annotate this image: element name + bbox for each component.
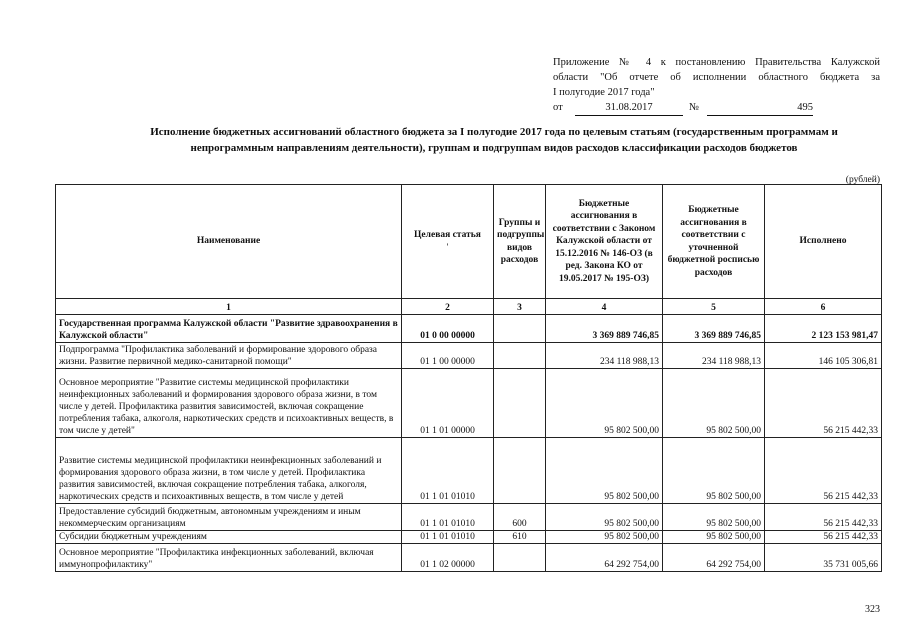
row-name: Подпрограмма "Профилактика заболеваний и формирование здорового образа жизни. Развитие первичной медико-санитарной помощи": [56, 343, 402, 369]
table-row: [56, 531, 882, 544]
row-law-amount: 64 292 754,00: [546, 544, 663, 572]
row-target-code: 01 0 00 00000: [402, 315, 494, 343]
annex-number-label: №: [689, 102, 700, 113]
row-name: Предоставление субсидий бюджетным, автономным учреждениям и иным некоммерческим организациям: [56, 504, 402, 531]
row-executed-amount: 35 731 005,66: [765, 544, 882, 572]
row-law-amount: 95 802 500,00: [546, 504, 663, 531]
row-executed-amount: 56 215 442,33: [765, 369, 882, 438]
annex-line-2: области "Об отчете об исполнении областного бюджета за: [553, 72, 880, 83]
row-target-code: 01 1 02 00000: [402, 544, 494, 572]
row-target-code: 01 1 00 00000: [402, 343, 494, 369]
row-target-code: 01 1 01 01010: [402, 531, 494, 544]
table-row: [56, 544, 882, 572]
row-group: 610: [494, 531, 546, 544]
row-law-amount: 3 369 889 746,85: [546, 315, 663, 343]
col-number: 3: [494, 299, 546, 315]
col-number: 1: [56, 299, 402, 315]
header-name: Наименование: [56, 185, 402, 299]
row-name: Субсидии бюджетным учреждениям: [56, 531, 402, 544]
row-group: [494, 343, 546, 369]
document-title: [118, 124, 870, 156]
annex-date-line: [553, 100, 880, 116]
header-law-allocations: Бюджетные ассигнования в соответствии с Законом Калужской области от 15.12.2016 № 146-ОЗ (в ред. Закона КО от 19.05.2017 № 195-ОЗ): [546, 185, 663, 299]
col-number: 2: [402, 299, 494, 315]
column-number-row: [56, 299, 882, 315]
header-revised-allocations: Бюджетные ассигнования в соответствии с уточненной бюджетной росписью расходов: [663, 185, 765, 299]
annex-date: 31.08.2017: [575, 100, 683, 116]
row-name: Государственная программа Калужской области "Развитие здравоохранения в Калужской области": [56, 315, 402, 343]
row-plan-amount: 64 292 754,00: [663, 544, 765, 572]
table-row: [56, 438, 882, 504]
annex-header: [553, 55, 880, 116]
row-executed-amount: 146 105 306,81: [765, 343, 882, 369]
row-group: 600: [494, 504, 546, 531]
header-target-article: Целевая статья ': [402, 185, 494, 299]
row-executed-amount: 56 215 442,33: [765, 504, 882, 531]
row-plan-amount: 95 802 500,00: [663, 438, 765, 504]
row-executed-amount: 56 215 442,33: [765, 531, 882, 544]
annex-from-label: от: [553, 102, 563, 113]
row-law-amount: 234 118 988,13: [546, 343, 663, 369]
row-target-code: 01 1 01 00000: [402, 369, 494, 438]
page-number: 323: [865, 604, 880, 615]
table-row: [56, 504, 882, 531]
units-label: (рублей): [845, 175, 880, 185]
row-name: Развитие системы медицинской профилактики неинфекционных заболеваний и формирования здорового образа жизни, в том числе у детей. Профилактика развития зависимостей, включая сокращение потребления табака, алкоголя, наркотических средств и психоактивных веществ, в том числе у детей: [56, 438, 402, 504]
annex-line-1: Приложение № 4 к постановлению Правительства Калужской: [553, 57, 880, 68]
row-group: [494, 315, 546, 343]
annex-line-3: I полугодие 2017 года": [553, 87, 655, 98]
row-plan-amount: 234 118 988,13: [663, 343, 765, 369]
header-mark: ': [446, 242, 449, 253]
row-group: [494, 369, 546, 438]
row-target-code: 01 1 01 01010: [402, 438, 494, 504]
row-target-code: 01 1 01 01010: [402, 504, 494, 531]
row-group: [494, 544, 546, 572]
annex-number: 495: [707, 100, 813, 116]
row-plan-amount: 95 802 500,00: [663, 504, 765, 531]
col-number: 6: [765, 299, 882, 315]
col-number: 5: [663, 299, 765, 315]
row-plan-amount: 95 802 500,00: [663, 531, 765, 544]
row-name: Основное мероприятие "Профилактика инфекционных заболеваний, включая иммунопрофилактику": [56, 544, 402, 572]
row-plan-amount: 95 802 500,00: [663, 369, 765, 438]
row-group: [494, 438, 546, 504]
header-expense-groups: Группы и подгруппы видов расходов: [494, 185, 546, 299]
row-name: Основное мероприятие "Развитие системы медицинской профилактики неинфекционных заболеваний и формирования здорового образа жизни, в том числе у детей. Профилактика развития зависимостей, включая сокращение потребления табака, алкоголя, наркотических средств и психоактивных веществ, в том числе у детей": [56, 369, 402, 438]
title-line-2: непрограммным направлениям деятельности), группам и подгруппам видов расходов классификации расходов бюджетов: [190, 142, 798, 154]
header-executed: Исполнено: [765, 185, 882, 299]
table-row: [56, 343, 882, 369]
col-number: 4: [546, 299, 663, 315]
budget-table: [55, 184, 882, 572]
row-law-amount: 95 802 500,00: [546, 369, 663, 438]
row-law-amount: 95 802 500,00: [546, 438, 663, 504]
title-line-1: Исполнение бюджетных ассигнований областного бюджета за I полугодие 2017 года по целевым статьям (государственным программам и: [150, 126, 838, 138]
row-executed-amount: 2 123 153 981,47: [765, 315, 882, 343]
table-row: [56, 369, 882, 438]
row-plan-amount: 3 369 889 746,85: [663, 315, 765, 343]
header-row: [56, 185, 882, 299]
table-row: [56, 315, 882, 343]
row-law-amount: 95 802 500,00: [546, 531, 663, 544]
row-executed-amount: 56 215 442,33: [765, 438, 882, 504]
